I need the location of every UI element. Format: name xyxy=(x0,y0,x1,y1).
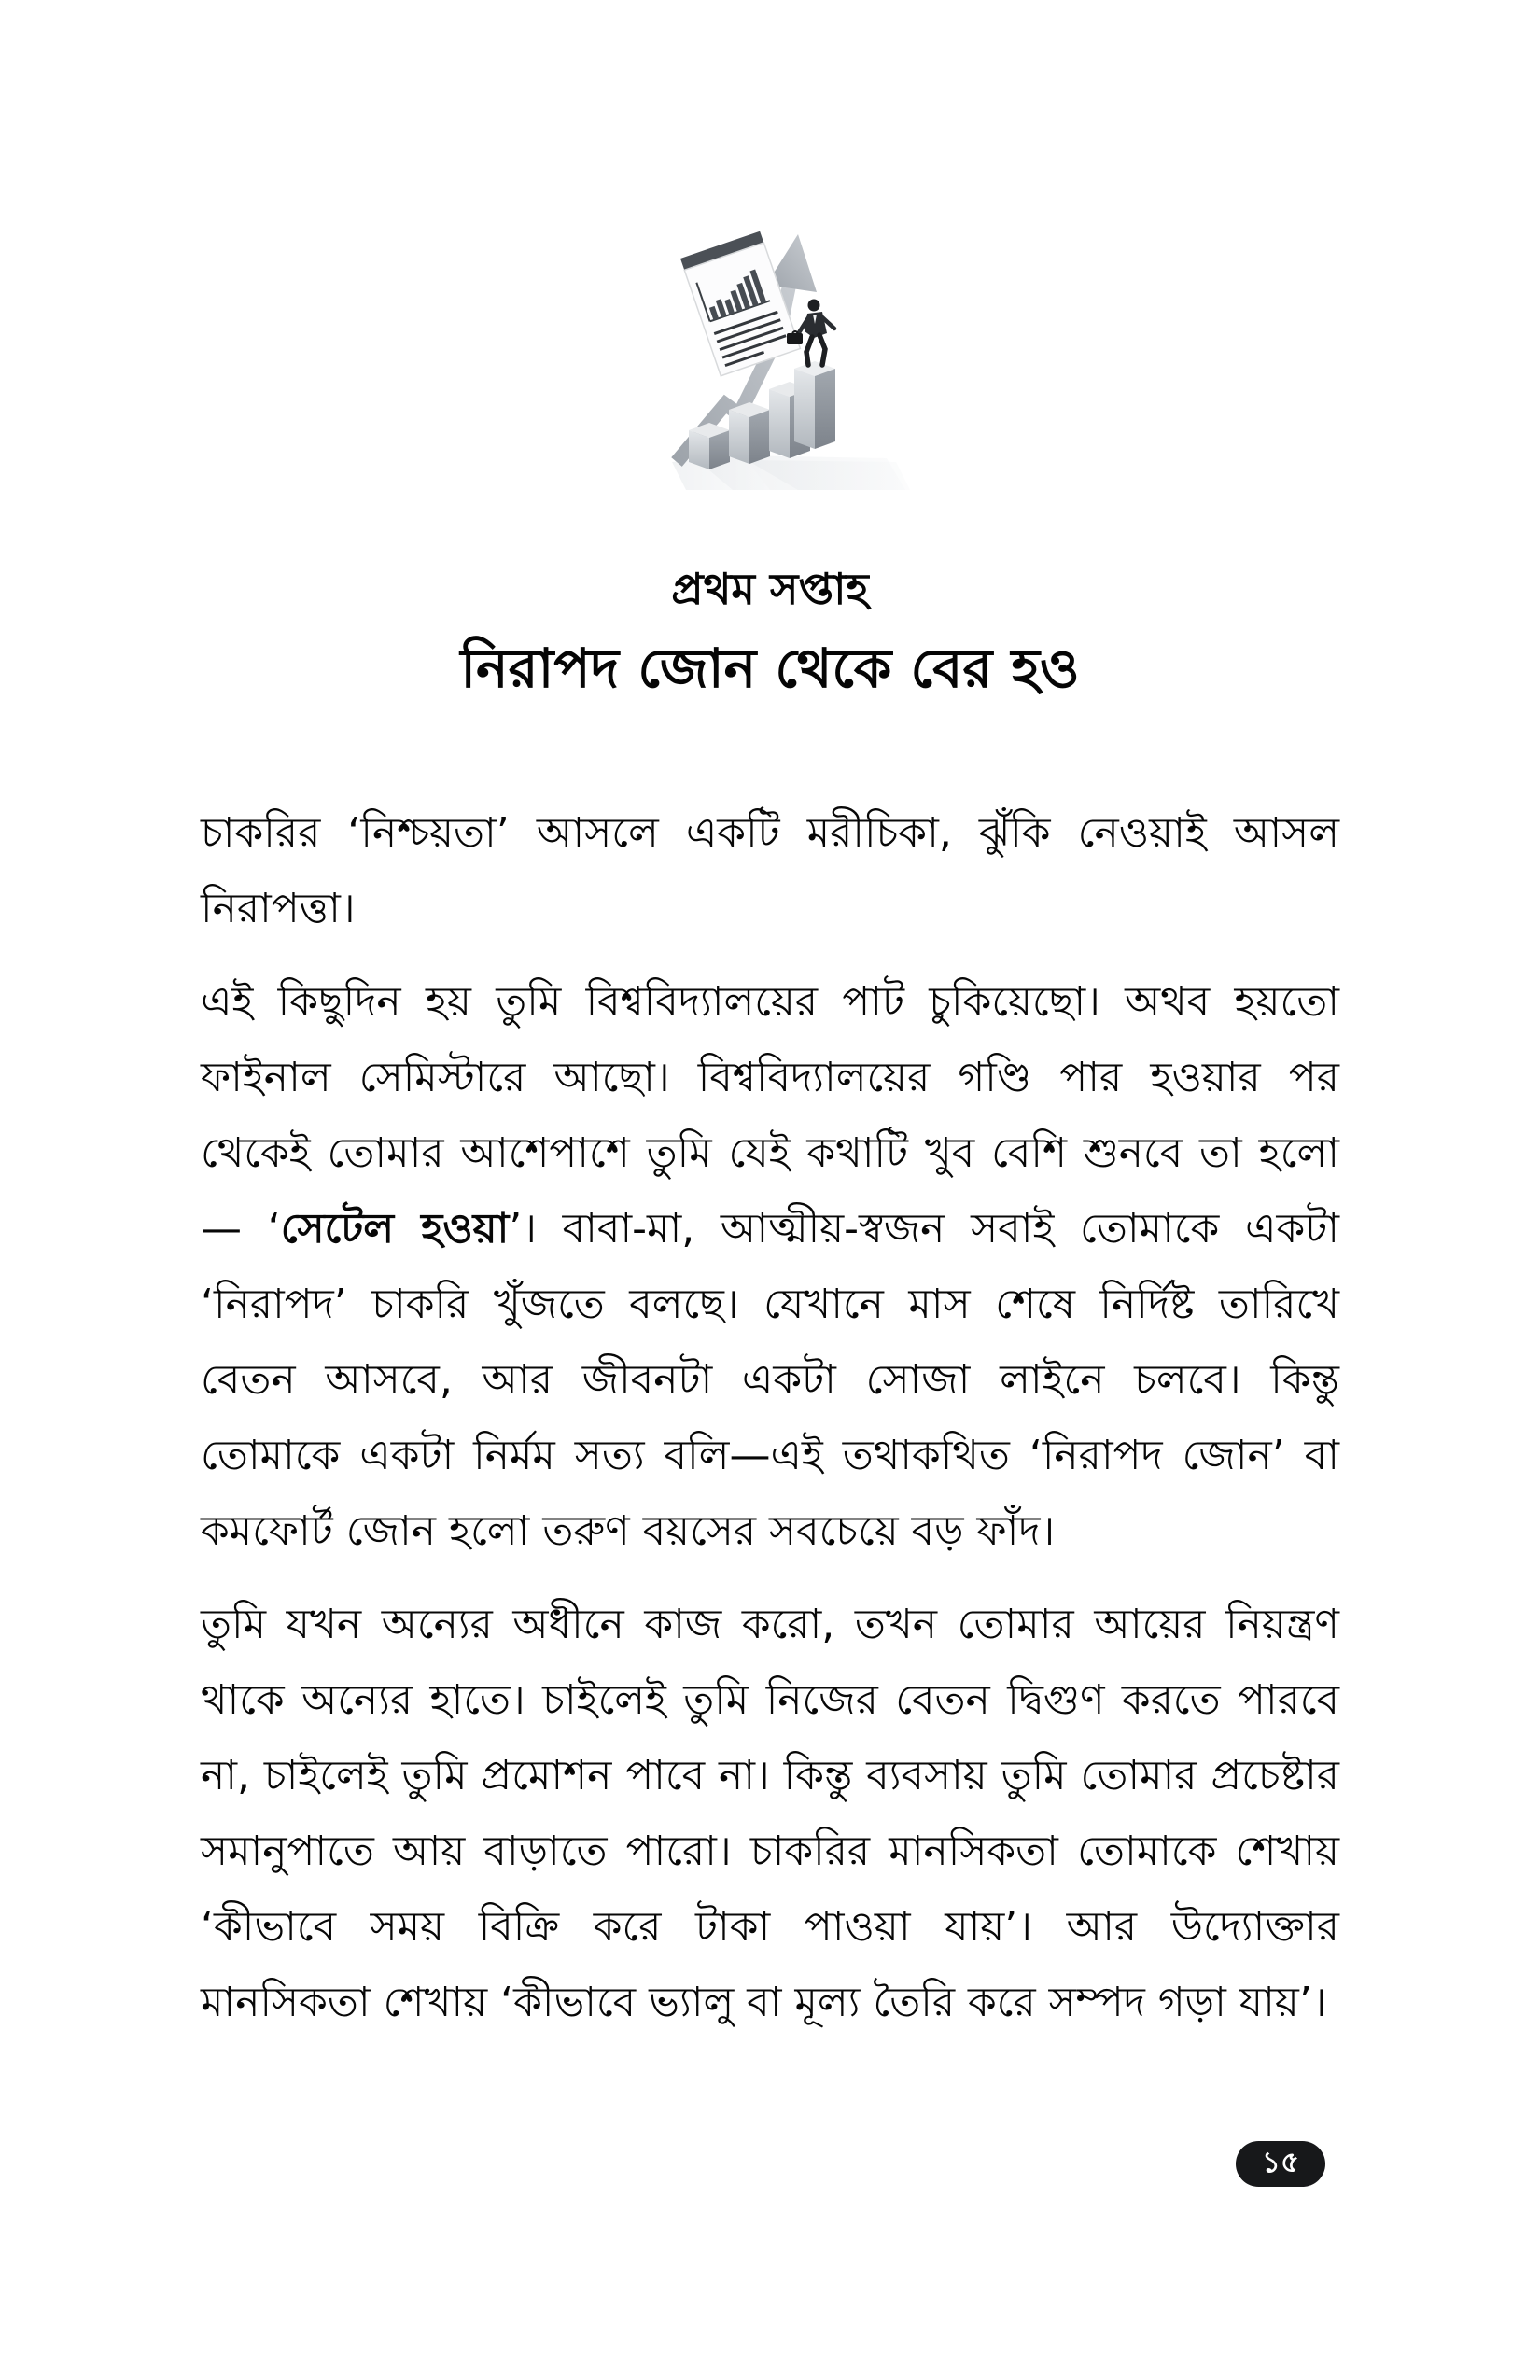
page-number-badge xyxy=(1236,2141,1325,2187)
body-text xyxy=(201,795,1339,2058)
page-number: ১৫ xyxy=(1261,2145,1300,2179)
paragraph-3-text: তুমি যখন অন্যের অধীনে কাজ করো, তখন তোমার আয়ের নিয়ন্ত্রণ থাকে অন্যের হাতে। চাইলেই তুমি নিজের বেতন দ্বিগুণ করতে পারবে না, চাইলেই তুমি প্রমোশন পাবে না। কিন্তু ব্যবসায় তুমি তোমার প্রচেষ্টার সমানুপাতে আয় বাড়াতে পারো। চাকরির মানসিকতা তোমাকে শেখায় ‘কীভাবে সময় বিক্রি করে টাকা পাওয়া যায়’। আর উদ্যোক্তার মানসিকতা শেখায় ‘কীভাবে ভ্যালু বা মূল্য তৈরি করে সম্পদ গড়া যায়’। xyxy=(201,1601,1339,2026)
paragraph-2-text-post: ’। বাবা-মা, আত্মীয়-স্বজন সবাই তোমাকে একটা ‘নিরাপদ’ চাকরি খুঁজতে বলছে। যেখানে মাস শেষে নির্দিষ্ট তারিখে বেতন আসবে, আর জীবনটা একটা সোজা লাইনে চলবে। কিন্তু তোমাকে একটা নির্মম সত্য বলি—এই তথাকথিত ‘নিরাপদ জোন’ বা কমফোর্ট জোন হলো তরুণ বয়সের সবচেয়ে বড় ফাঁদ। xyxy=(201,1205,1339,1555)
chapter-kicker: প্রথম সপ্তাহ xyxy=(671,564,869,614)
businessman-briefcase-icon xyxy=(787,300,834,366)
paragraph-2-bold-phrase: সেটেল হওয়া xyxy=(280,1205,510,1253)
paragraph-1-text: চাকরির ‘নিশ্চয়তা’ আসলে একটি মরীচিকা, ঝুঁকি নেওয়াই আসল নিরাপত্তা। xyxy=(201,809,1339,932)
growth-illustration xyxy=(667,210,919,495)
paragraph-1 xyxy=(201,795,1339,946)
paragraph-2 xyxy=(201,964,1339,1569)
chapter-title: নিরাপদ জোন থেকে বের হও xyxy=(460,637,1080,700)
growth-illustration-svg xyxy=(667,210,919,495)
bar-chart-board-icon xyxy=(680,231,800,376)
paragraph-3 xyxy=(201,1587,1339,2040)
paragraph-2-text-pre: এই কিছুদিন হয় তুমি বিশ্ববিদ্যালয়ের পাট চুকিয়েছো। অথব হয়তো ফাইনাল সেমিস্টারে আছো। বিশ্ববিদ্যালয়ের গণ্ডি পার হওয়ার পর থেকেই তোমার আশেপাশে তুমি যেই কথাটি খুব বেশি শুনবে তা হলো — ‘ xyxy=(201,978,1339,1253)
